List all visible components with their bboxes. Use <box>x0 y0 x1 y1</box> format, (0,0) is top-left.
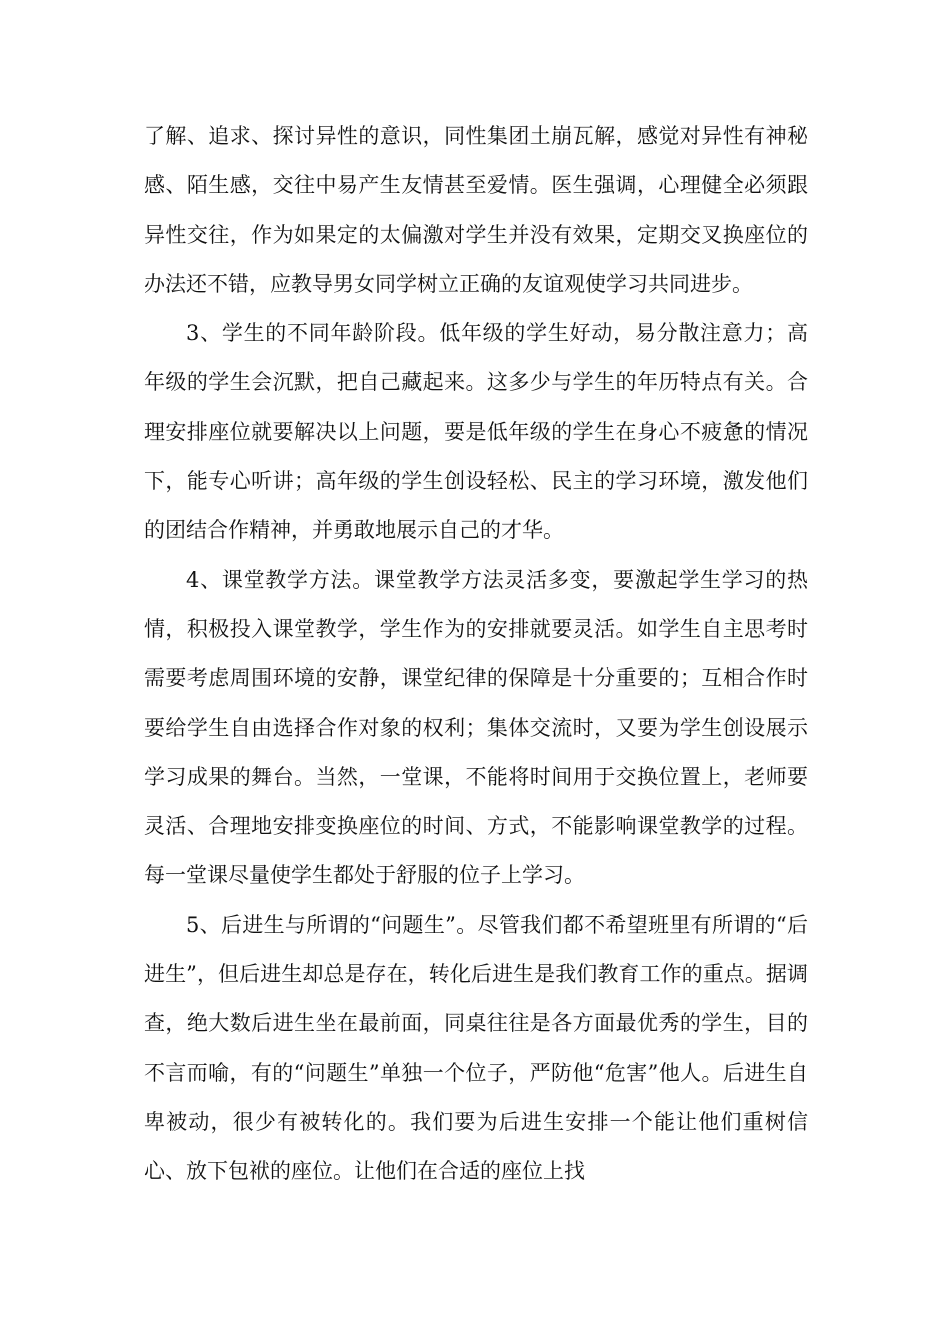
document-page <box>144 112 808 1197</box>
paragraph-struggling-students: 5、后进生与所谓的“问题生”。尽管我们都不希望班里有所谓的“后进生”，但后进生却总是存在，转化后进生是我们教育工作的重点。据调查，绝大数后进生坐在最前面，同桌往往是各方面最优秀的学生，目的不言而喻，有的“问题生”单独一个位子，严防他“危害”他人。后进生自卑被动，很少有被转化的。我们要为后进生安排一个能让他们重树信心、放下包袱的座位。让他们在合适的座位上找 <box>144 912 808 1184</box>
paragraph-continuation: 了解、追求、探讨异性的意识，同性集团土崩瓦解，感觉对异性有神秘感、陌生感，交往中易产生友情甚至爱情。医生强调，心理健全必须跟异性交往，作为如果定的太偏激对学生并没有效果，定期交叉换座位的办法还不错，应教导男女同学树立正确的友谊观使学习共同进步。 <box>144 124 808 296</box>
paragraph-age-stages: 3、学生的不同年龄阶段。低年级的学生好动，易分散注意力；高年级的学生会沉默，把自己藏起来。这多少与学生的年历特点有关。合理安排座位就要解决以上问题，要是低年级的学生在身心不疲惫的情况下，能专心听讲；高年级的学生创设轻松、民主的学习环境，激发他们的团结合作精神，并勇敢地展示自己的才华。 <box>144 321 808 543</box>
paragraph-teaching-methods: 4、课堂教学方法。课堂教学方法灵活多变，要激起学生学习的热情，积极投入课堂教学，学生作为的安排就要灵活。如学生自主思考时需要考虑周围环境的安静，课堂纪律的保障是十分重要的；互相合作时要给学生自由选择合作对象的权利；集体交流时，又要为学生创设展示学习成果的舞台。当然，一堂课，不能将时间用于交换位置上，老师要灵活、合理地安排变换座位的时间、方式，不能影响课堂教学的过程。每一堂课尽量使学生都处于舒服的位子上学习。 <box>144 567 808 888</box>
